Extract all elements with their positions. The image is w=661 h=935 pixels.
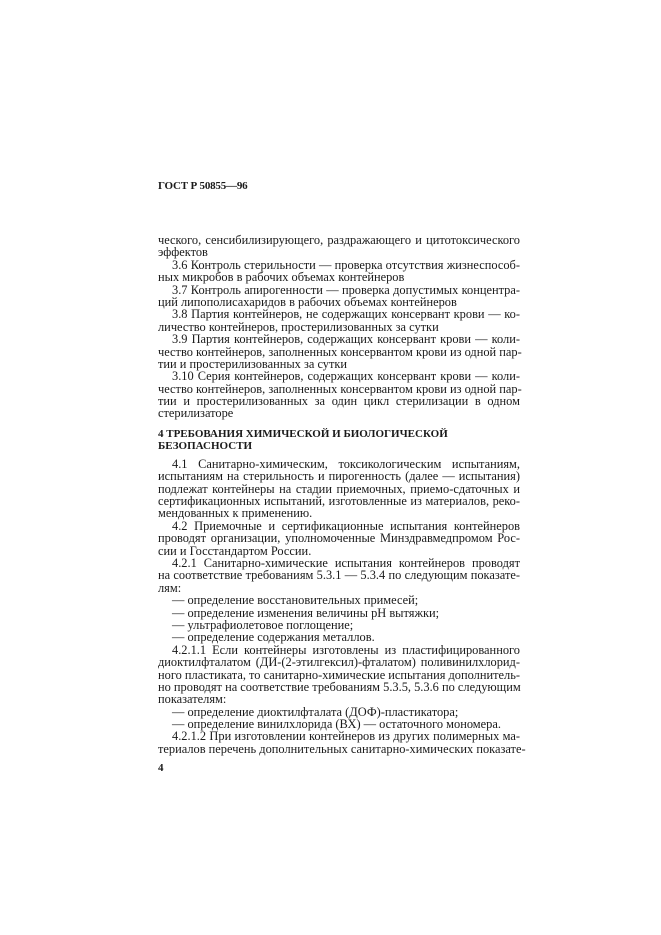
text-line: — определение восстановительных примесей; [172, 593, 419, 608]
text-line: ций липополисахаридов в рабочих объемах контейнеров [158, 294, 457, 309]
text-line: 4 ТРЕБОВАНИЯ ХИМИЧЕСКОЙ И БИОЛОГИЧЕСКОЙ [158, 427, 448, 440]
text-line: показателям: [158, 692, 227, 707]
paragraph [158, 333, 520, 370]
text-line: — ультрафиолетовое поглощение; [172, 617, 354, 632]
text-line: сии и Госстандартом России. [158, 543, 312, 558]
document-body [158, 233, 526, 756]
paragraph [158, 594, 520, 606]
text-line: 4.2.1 Санитарно-химические испытания контейнеров проводят [172, 555, 520, 570]
page-number: 4 [158, 762, 164, 774]
text-line: лям: [158, 580, 182, 595]
text-line: 3.8 Партия контейнеров, не содержащих консервант крови — ко- [172, 307, 520, 322]
section-heading [158, 428, 520, 452]
paragraph [158, 557, 520, 594]
paragraph [158, 458, 520, 520]
document-header: ГОСТ Р 50855—96 [158, 180, 248, 192]
text-line: 4.2 Приемочные и сертификационные испытания контейнеров [172, 518, 520, 533]
paragraph [158, 729, 526, 756]
text-line: ного пластиката, то санитарно-химические испытания дополнитель- [158, 667, 520, 682]
text-line: личество контейнеров, простерилизованных за сутки [158, 319, 439, 334]
paragraph [158, 644, 520, 706]
text-line: чество контейнеров, заполненных консервантом крови из одной пар- [158, 381, 522, 396]
text-line: 4.2.1.1 Если контейнеры изготовлены из пластифицированного [172, 642, 520, 657]
text-line: — определение винилхлорида (ВХ) — остаточного мономера. [172, 717, 501, 732]
text-line: сертификационных испытаний, изготовленные из материалов, реко- [158, 494, 520, 509]
text-line: на соответствие требованиям 5.3.1 — 5.3.4 по следующим показате- [158, 568, 520, 583]
text-line: 3.9 Партия контейнеров, содержащих консервант крови — коли- [172, 332, 520, 347]
paragraph [158, 520, 520, 557]
text-line: — определение диоктилфталата (ДОФ)-пластикатора; [172, 704, 459, 719]
text-line: 3.6 Контроль стерильности — проверка отсутствия жизнеспособ- [172, 257, 520, 272]
text-line: но проводят на соответствие требованиям 5.3.5, 5.3.6 по следующим [158, 679, 521, 694]
text-line: — определение изменения величины pH вытяжки; [172, 605, 440, 620]
text-line: подлежат контейнеры на стадии приемочных, приемо-сдаточных и [158, 481, 520, 496]
paragraph [158, 631, 520, 643]
text-line: ных микробов в рабочих объемах контейнеров [158, 270, 405, 285]
text-line: — определение содержания металлов. [172, 630, 375, 645]
text-line: тии и простерилизованных за сутки [158, 356, 348, 371]
text-line: 3.10 Серия контейнеров, содержащих консервант крови — коли- [172, 369, 520, 384]
text-line: мендованных к применению. [158, 506, 313, 521]
paragraph [158, 308, 520, 333]
text-line: тии и простерилизованных за один цикл стерилизации в одном [158, 394, 520, 409]
text-line: чество контейнеров, заполненных консервантом крови из одной пар- [158, 344, 522, 359]
text-line: ческого, сенсибилизирующего, раздражающего и цитотоксического [158, 233, 520, 247]
text-line: БЕЗОПАСНОСТИ [158, 439, 253, 452]
paragraph [158, 259, 520, 284]
text-line: диоктилфталатом (ДИ-(2-этилгексил)-фталатом) поливинилхлорид- [158, 655, 520, 670]
text-line: 3.7 Контроль апирогенности — проверка допустимых концентра- [172, 282, 520, 297]
text-line: эффектов [158, 245, 208, 260]
text-line: 4.2.1.2 При изготовлении контейнеров из других полимерных ма- [172, 729, 520, 744]
text-line: испытаниям на стерильность и пирогенность (далее — испытания) [158, 469, 520, 484]
text-line: проводят организации, уполномоченные Минздравмедпромом Рос- [158, 531, 520, 546]
text-line: териалов перечень дополнительных санитарно-химических показате- [158, 741, 526, 756]
text-line: стерилизаторе [158, 406, 234, 421]
paragraph [158, 370, 520, 420]
paragraph [158, 284, 520, 309]
text-line: 4.1 Санитарно-химическим, токсикологическим испытаниям, [172, 456, 520, 471]
paragraph [158, 234, 520, 259]
